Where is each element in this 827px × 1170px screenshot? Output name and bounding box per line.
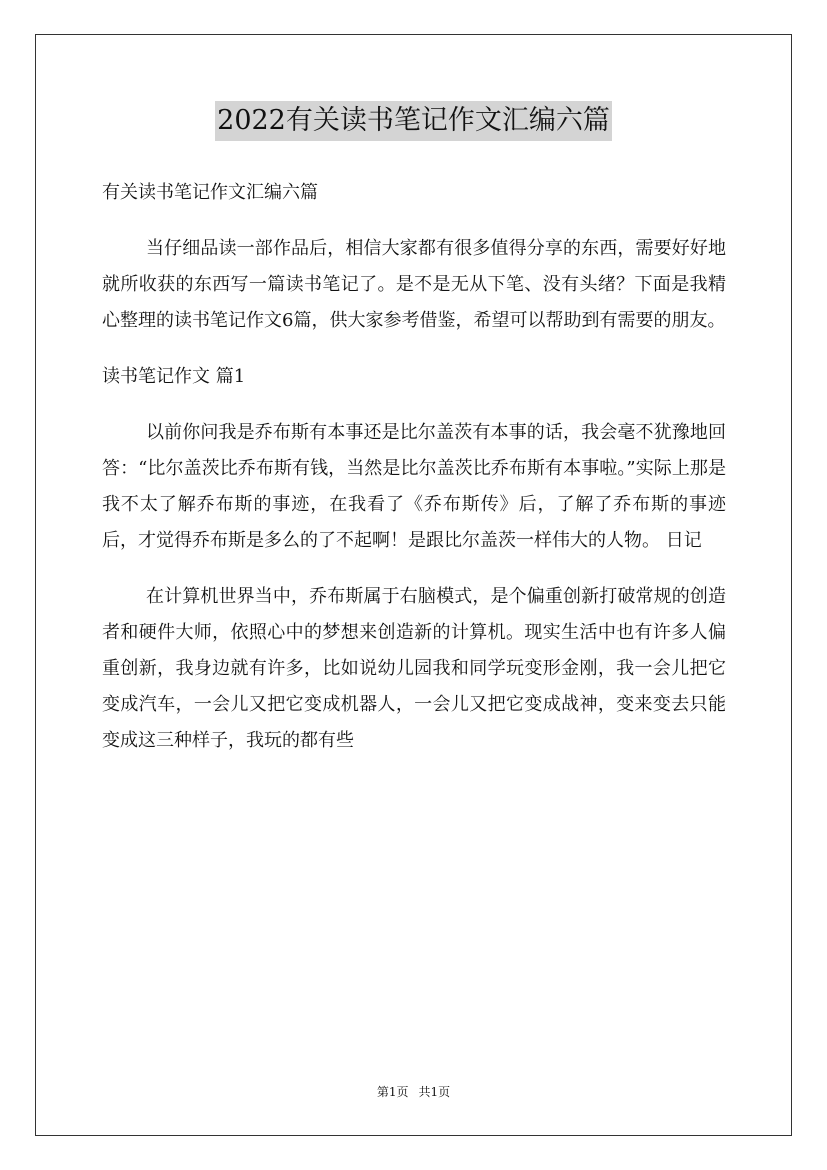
page-number: 第1页 bbox=[376, 1085, 409, 1099]
page-total: 共1页 bbox=[418, 1085, 451, 1099]
page-footer bbox=[0, 1084, 827, 1100]
document-title: 2022有关读书笔记作文汇编六篇 bbox=[215, 101, 612, 141]
body-paragraph: 以前你问我是乔布斯有本事还是比尔盖茨有本事的话，我会毫不犹豫地回答：“比尔盖茨比乔布斯有钱，当然是比尔盖茨比乔布斯有本事啦。”实际上那是我不太了解乔布斯的事迹，在我看了《乔布斯传》后，了解了乔布斯的事迹后，才觉得乔布斯是多么的了不起啊！是跟比尔盖茨一样伟大的人物。 日记 bbox=[102, 422, 726, 551]
title-area bbox=[0, 101, 827, 141]
section-heading: 读书笔记作文 篇1 bbox=[102, 366, 246, 387]
body-paragraph: 在计算机世界当中，乔布斯属于右脑模式，是个偏重创新打破常规的创造者和硬件大师，依照心中的梦想来创造新的计算机。现实生活中也有许多人偏重创新，我身边就有许多，比如说幼儿园我和同学玩变形金刚，我一会儿把它变成汽车，一会儿又把它变成机器人，一会儿又把它变成战神，变来变去只能变成这三种样子，我玩的都有些 bbox=[102, 586, 726, 751]
document-body bbox=[102, 175, 726, 759]
intro-paragraph: 当仔细品读一部作品后，相信大家都有很多值得分享的东西，需要好好地就所收获的东西写一篇读书笔记了。是不是无从下笔、没有头绪？下面是我精心整理的读书笔记作文6篇，供大家参考借鉴，希望可以帮助到有需要的朋友。 bbox=[102, 238, 726, 331]
subtitle-paragraph: 有关读书笔记作文汇编六篇 bbox=[102, 182, 318, 203]
